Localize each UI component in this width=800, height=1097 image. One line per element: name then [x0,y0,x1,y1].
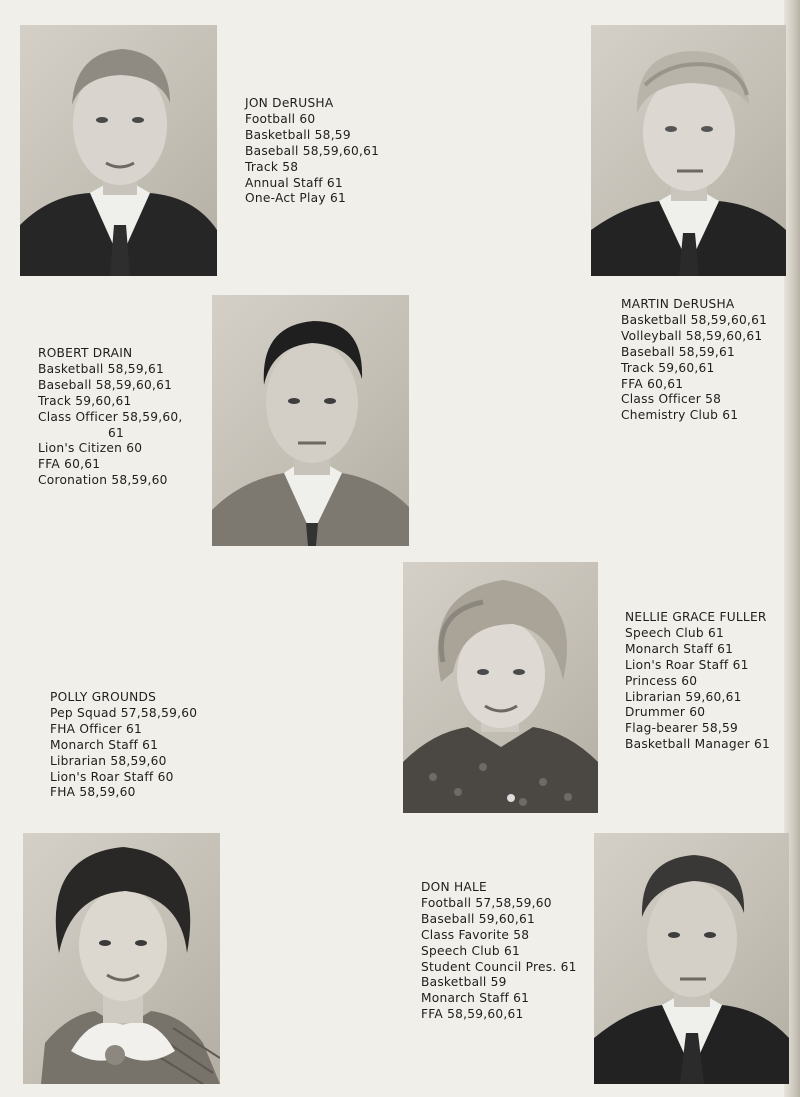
activity: One-Act Play 61 [245,191,346,206]
bio-polly-grounds [50,690,197,801]
student-name: NELLIE GRACE FULLER [625,610,767,624]
activity: Pep Squad 57,58,59,60 [50,705,198,720]
activity: Annual Staff 61 [245,175,343,190]
activity: Basketball 59 [421,975,507,990]
activity: FHA 58,59,60 [50,785,136,800]
activity: Monarch Staff 61 [50,737,159,752]
photo-don-hale [594,833,789,1084]
activity: Student Council Pres. 61 [421,959,577,974]
activity: Class Officer 58,59,60, [38,409,183,424]
activity: Track 58 [245,159,299,174]
activity: FFA 58,59,60,61 [421,1007,524,1022]
bio-martin-derusha [621,297,767,424]
activity: Lion's Roar Staff 61 [625,657,749,672]
activity: Coronation 58,59,60 [38,473,168,488]
activity: FFA 60,61 [38,457,101,472]
activity: Princess 60 [625,673,698,688]
photo-martin-derusha [591,25,786,276]
photo-robert-drain [212,295,409,546]
bio-nellie-grace-fuller [625,610,770,753]
activity: Football 57,58,59,60 [421,895,552,910]
activity: FHA Officer 61 [50,721,143,736]
activity: Librarian 58,59,60 [50,753,167,768]
activity: Librarian 59,60,61 [625,689,742,704]
student-name: MARTIN DeRUSHA [621,297,735,311]
activity: Basketball 58,59,61 [38,361,164,376]
activity: Baseball 59,60,61 [421,911,536,926]
activity: Track 59,60,61 [38,393,132,408]
activity-continuation: 61 [108,425,125,440]
activity: Baseball 58,59,61 [621,344,736,359]
student-name: DON HALE [421,880,487,894]
activity: Monarch Staff 61 [421,991,530,1006]
activity: Class Officer 58 [621,392,722,407]
activity: Basketball 58,59,60,61 [621,312,768,327]
bio-don-hale [421,880,577,1023]
activity: Class Favorite 58 [421,927,530,942]
bio-jon-derusha [245,96,379,207]
activity: Flag-bearer 58,59 [625,721,738,736]
activity: Chemistry Club 61 [621,408,739,423]
activity: Track 59,60,61 [621,360,715,375]
activity: Lion's Roar Staff 60 [50,769,174,784]
bio-robert-drain [38,346,182,489]
activity: Baseball 58,59,60,61 [245,143,380,158]
activity: Speech Club 61 [625,625,725,640]
activity: Football 60 [245,111,316,126]
photo-jon-derusha [20,25,217,276]
photo-nellie-grace-fuller [403,562,598,813]
activity: FFA 60,61 [621,376,684,391]
activity: Drummer 60 [625,705,706,720]
photo-polly-grounds [23,833,220,1084]
student-name: POLLY GROUNDS [50,690,157,704]
activity: Basketball Manager 61 [625,737,770,752]
activity: Speech Club 61 [421,943,521,958]
student-name: JON DeRUSHA [245,96,334,110]
activity: Volleyball 58,59,60,61 [621,328,763,343]
student-name: ROBERT DRAIN [38,346,133,360]
activity: Monarch Staff 61 [625,641,734,656]
activity: Basketball 58,59 [245,127,351,142]
activity: Baseball 58,59,60,61 [38,377,173,392]
activity: Lion's Citizen 60 [38,441,143,456]
